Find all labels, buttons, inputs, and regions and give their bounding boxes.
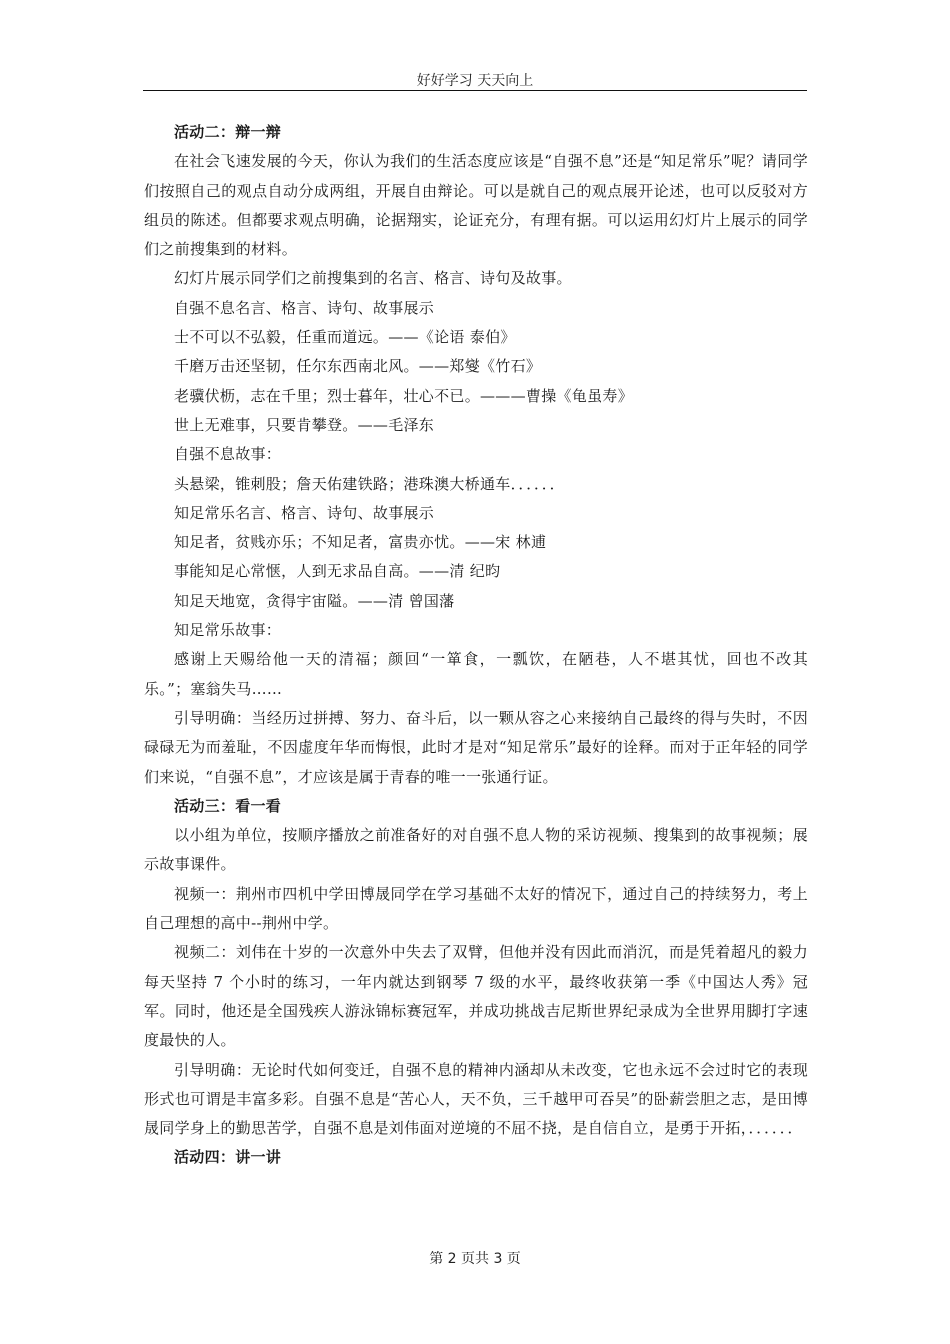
paragraph: 在社会飞速发展的今天，你认为我们的生活态度应该是“自强不息”还是“知足常乐”呢？请同学们按照自己的观点自动分成两组，开展自由辩论。可以是就自己的观点展开论述，也可以反驳对方组员的陈述。但都要求观点明确，论据翔实，论证充分，有理有据。可以运用幻灯片上展示的同学们之前搜集到的材料。 [144,152,808,259]
section-heading-activity-4: 活动四：讲一讲 [174,1148,282,1167]
quote-line: 千磨万击还坚韧，任尔东西南北风。——郑燮《竹石》 [174,357,542,376]
quote-line: 世上无难事，只要肯攀登。——毛泽东 [174,415,435,434]
paragraph: 幻灯片展示同学们之前搜集到的名言、格言、诗句及故事。 [174,269,572,288]
quote-line: 老骥伏枥，志在千里；烈士暮年，壮心不已。———曹操《龟虽寿》 [174,386,634,405]
paragraph: 视频二：刘伟在十岁的一次意外中失去了双臂，但他并没有因此而消沉，而是凭着超凡的毅力每天坚持 7 个小时的练习，一年内就达到钢琴 7 级的水平，最终收获第一季《中国达人秀》冠军。同时，他还是全国残疾人游泳锦标赛冠军，并成功挑战吉尼斯世界纪录成为全世界用脚打字速度最快的人。 [144,943,808,1050]
paragraph: 自强不息故事： [174,445,282,464]
page-footer: 第 2 页共 3 页 [429,1251,521,1267]
paragraph: 引导明确：当经历过拼搏、努力、奋斗后，以一颗从容之心来接纳自己最终的得与失时，不因碌碌无为而羞耻，不因虚度年华而悔恨，此时才是对“知足常乐”最好的诠释。而对于正年轻的同学们来说，“自强不息”，才应该是属于青春的唯一一张通行证。 [144,708,808,786]
quote-line: 事能知足心常惬，人到无求品自高。——清 纪昀 [174,562,501,581]
quote-line: 士不可以不弘毅，任重而道远。——《论语 泰伯》 [174,328,516,347]
paragraph: 视频一：荆州市四机中学田博晟同学在学习基础不太好的情况下，通过自己的持续努力，考上自己理想的高中--荆州中学。 [144,884,808,933]
header-rule [143,90,807,91]
page-header: 好好学习 天天向上 [416,73,534,89]
quote-line: 知足者，贫贱亦乐；不知足者，富贵亦忧。——宋 林逋 [174,533,547,552]
paragraph: 知足常乐故事： [174,621,282,640]
paragraph: 头悬梁，锥刺股；詹天佑建铁路；港珠澳大桥通车．．．．．． [174,474,565,493]
quote-line: 知足天地宽，贪得宇宙隘。——清 曾国藩 [174,591,455,610]
section-heading-activity-2: 活动二：辩一辩 [174,123,282,141]
paragraph: 自强不息名言、格言、诗句、故事展示 [174,298,435,317]
paragraph: 感谢上天赐给他一天的清福；颜回“一箪食，一瓢饮，在陋巷，人不堪其忧，回也不改其乐。”；塞翁失马…… [144,650,808,698]
document-body [144,118,808,1173]
section-heading-activity-3: 活动三：看一看 [174,796,282,815]
paragraph: 知足常乐名言、格言、诗句、故事展示 [174,503,435,522]
paragraph: 引导明确：无论时代如何变迁，自强不息的精神内涵却从未改变，它也永远不会过时它的表现形式也可谓是丰富多彩。自强不息是“苦心人，天不负，三千越甲可吞吴”的卧薪尝胆之志，是田博晟同学身上的勤思苦学，自强不息是刘伟面对逆境的不屈不挠，是自信自立，是勇于开拓，．．．．．． [144,1060,808,1138]
paragraph: 以小组为单位，按顺序播放之前准备好的对自强不息人物的采访视频、搜集到的故事视频；展示故事课件。 [144,826,808,874]
